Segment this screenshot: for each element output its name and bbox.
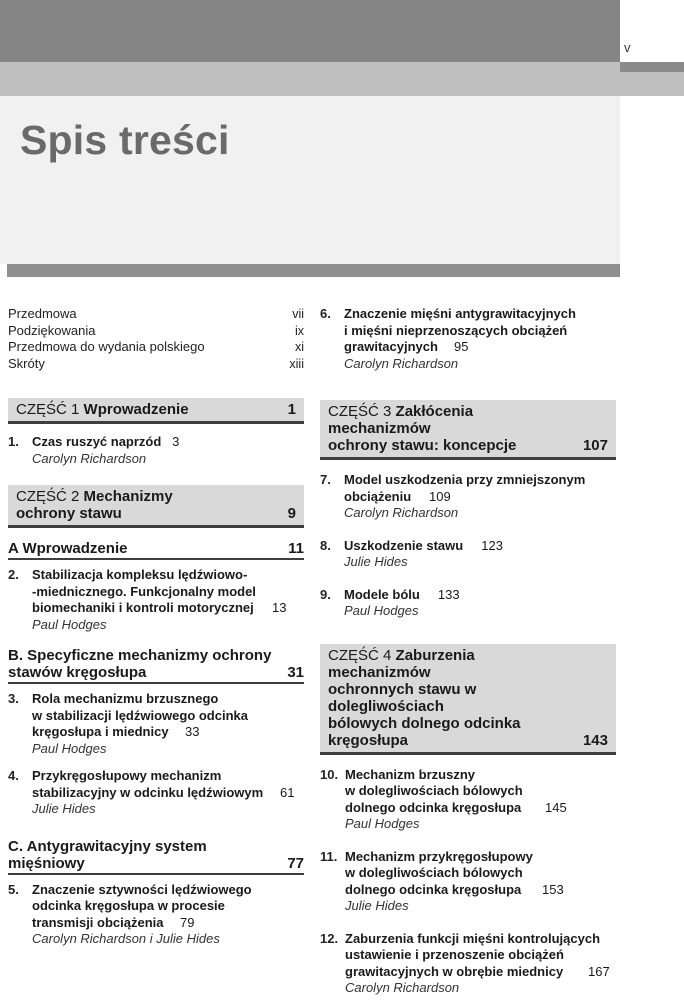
section-page: 77: [287, 854, 304, 872]
chapter-title: Model uszkodzenia przy zmniejszonym obciążeniu: [344, 472, 586, 504]
section-b-heading[interactable]: [8, 647, 304, 684]
part-prefix: CZĘŚĆ 2: [16, 488, 80, 505]
part-title: Wprowadzenie: [83, 401, 189, 418]
chapter-page: 123: [481, 537, 503, 553]
header-dark-band: [0, 0, 620, 62]
chapter-title: Mechanizm przykręgosłupowy w dolegliwościach bólowych dolnego odcinka kręgosłupa: [345, 848, 533, 897]
front-matter-page: ix: [294, 323, 304, 338]
chapter-author: Julie Hides: [345, 898, 409, 913]
front-matter-page: xi: [294, 340, 304, 354]
chapter-page: 61: [280, 784, 295, 800]
header-bottom-bar: [7, 264, 620, 277]
chapter-author: Paul Hodges: [344, 603, 419, 618]
section-a-heading[interactable]: [8, 540, 304, 560]
chapter-entry-7[interactable]: [320, 472, 616, 522]
part-title-line2: ochronnych stawu w dolegliwościach bólowych dolnego odcinka kręgosłupa: [328, 680, 521, 749]
chapter-number: 8.: [320, 537, 331, 553]
front-matter-item[interactable]: [8, 323, 304, 340]
front-matter-page: vii: [292, 307, 304, 321]
chapter-title: Czas ruszyć naprzód: [32, 434, 162, 449]
chapter-title: Uszkodzenie stawu: [344, 537, 464, 553]
section-page: 31: [287, 664, 304, 681]
chapter-page: 133: [437, 586, 460, 602]
chapter-author: Paul Hodges: [32, 740, 107, 756]
chapter-entry-1[interactable]: [8, 434, 304, 467]
chapter-number: 4.: [8, 768, 19, 783]
section-page: 11: [288, 540, 304, 557]
chapter-author: Julie Hides: [344, 554, 408, 569]
chapter-number: 9.: [320, 586, 331, 602]
chapter-page: 145: [545, 799, 567, 815]
chapter-author: Carolyn Richardson: [344, 505, 459, 520]
chapter-title: Stabilizacja kompleksu lędźwiowo- -miednicznego. Funkcjonalny model biomechaniki i kontroli motorycznej: [32, 567, 256, 615]
header-side-strip: [620, 62, 684, 72]
chapter-title: Zaburzenia funkcji mięśni kontrolujących ustawienie i przenoszenie obciążeń grawitacyjnych w obrębie miednicy: [345, 930, 601, 979]
chapter-number: 6.: [320, 306, 331, 321]
front-matter-page: xiii: [289, 356, 304, 371]
chapter-author: Carolyn Richardson: [345, 980, 460, 995]
chapter-page: 13: [272, 600, 287, 615]
page-title: Spis treści: [20, 117, 230, 163]
chapter-author: Paul Hodges: [32, 616, 107, 632]
chapter-title: Modele bólu: [344, 586, 420, 602]
toc-right-column: [320, 306, 616, 997]
chapter-title: Rola mechanizmu brzusznego w stabilizacji lędźwiowego odcinka kręgosłupa i miednicy: [32, 691, 248, 739]
chapter-entry-2[interactable]: [8, 567, 304, 633]
front-matter-label: Podziękowania: [8, 322, 96, 338]
chapter-entry-3[interactable]: [8, 691, 304, 757]
chapter-page: 95: [454, 339, 469, 354]
chapter-entry-12[interactable]: [320, 931, 616, 997]
chapter-author: Carolyn Richardson: [32, 450, 147, 466]
chapter-number: 11.: [320, 848, 338, 864]
chapter-entry-6[interactable]: [320, 306, 616, 372]
chapter-title: Znaczenie sztywności lędźwiowego odcinka kręgosłupa w procesie transmisji obciążenia: [32, 881, 252, 930]
chapter-page: 33: [185, 724, 200, 739]
chapter-author: Julie Hides: [32, 801, 96, 816]
chapter-number: 2.: [8, 567, 19, 582]
chapter-entry-4[interactable]: [8, 768, 304, 818]
chapter-author: Paul Hodges: [345, 816, 420, 831]
front-matter-label: Przedmowa: [8, 306, 77, 321]
chapter-author: Carolyn Richardson: [344, 355, 459, 371]
part-1-heading[interactable]: [8, 398, 304, 424]
chapter-page: 3: [172, 434, 180, 449]
chapter-entry-8[interactable]: [320, 538, 616, 571]
section-c-heading[interactable]: [8, 838, 304, 875]
front-matter-list: [8, 306, 304, 372]
part-title-line1: Mechanizmy: [83, 488, 173, 505]
chapter-entry-9[interactable]: [320, 587, 616, 620]
part-4-heading[interactable]: [320, 644, 616, 755]
chapter-number: 10.: [320, 766, 339, 782]
chapter-title: Przykręgosłupowy mechanizm stabilizacyjny w odcinku lędźwiowym: [32, 768, 264, 800]
chapter-page: 167: [588, 963, 610, 979]
part-page: 143: [582, 731, 608, 749]
chapter-title: Znaczenie mięśni antygrawitacyjnych i mięśni nieprzenoszących obciążeń grawitacyjnych: [344, 306, 576, 354]
chapter-entry-11[interactable]: [320, 849, 616, 915]
chapter-number: 3.: [8, 691, 19, 706]
part-title-line2: ochrony stawu: koncepcje: [328, 437, 517, 454]
chapter-page: 79: [180, 914, 195, 930]
section-title: C. Antygrawitacyjny system mięśniowy: [8, 837, 207, 872]
part-page: 1: [287, 401, 296, 418]
chapter-entry-10[interactable]: [320, 767, 616, 833]
part-title-line1: Zakłócenia mechanizmów: [328, 403, 474, 437]
section-title: A Wprowadzenie: [8, 540, 128, 557]
front-matter-label: Przedmowa do wydania polskiego: [8, 339, 205, 354]
front-matter-item[interactable]: [8, 356, 304, 373]
chapter-author: Carolyn Richardson i Julie Hides: [32, 931, 220, 946]
front-matter-label: Skróty: [8, 355, 45, 371]
part-page: 9: [287, 505, 296, 522]
part-prefix: CZĘŚĆ 3: [328, 403, 392, 420]
toc-left-column: [8, 306, 304, 948]
part-prefix: CZĘŚĆ 1: [16, 401, 80, 418]
chapter-number: 1.: [8, 434, 19, 449]
part-title-line2: ochrony stawu: [16, 505, 122, 522]
header-light-band: [0, 62, 684, 96]
chapter-title: Mechanizm brzuszny w dolegliwościach bólowych dolnego odcinka kręgosłupa: [345, 766, 523, 815]
chapter-number: 12.: [320, 930, 339, 946]
chapter-entry-5[interactable]: [8, 882, 304, 948]
part-title-line1: Zaburzenia mechanizmów: [328, 646, 475, 681]
front-matter-item[interactable]: [8, 306, 304, 323]
page-number: v: [624, 40, 631, 55]
chapter-number: 7.: [320, 472, 331, 487]
part-3-heading[interactable]: [320, 400, 616, 460]
front-matter-item[interactable]: [8, 339, 304, 356]
part-2-heading[interactable]: [8, 485, 304, 528]
section-title: B. Specyficzne mechanizmy ochrony stawów kręgosłupa: [8, 647, 272, 681]
part-page: 107: [582, 437, 608, 454]
chapter-page: 153: [542, 881, 564, 897]
chapter-number: 5.: [8, 881, 19, 897]
chapter-page: 109: [429, 488, 451, 504]
part-prefix: CZĘŚĆ 4: [328, 646, 392, 664]
